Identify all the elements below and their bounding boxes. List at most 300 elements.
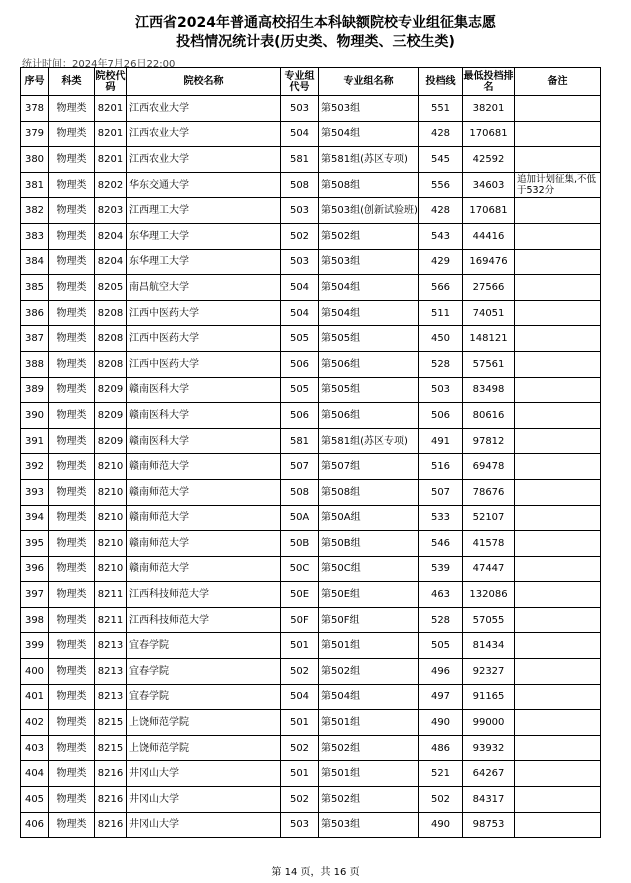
table-row	[21, 275, 601, 301]
cell-group-code: 506	[281, 351, 319, 377]
cell-lowest-rank: 148121	[463, 326, 515, 352]
cell-school-name: 宜春学院	[127, 633, 281, 659]
cell-no: 389	[21, 377, 49, 403]
document-title: 江西省2024年普通高校招生本科缺额院校专业组征集志愿	[135, 15, 496, 31]
cell-admission-line: 539	[419, 556, 463, 582]
cell-group-code: 50E	[281, 582, 319, 608]
cell-group-code: 50C	[281, 556, 319, 582]
table-row	[21, 351, 601, 377]
cell-no: 387	[21, 326, 49, 352]
cell-category: 物理类	[49, 761, 95, 787]
cell-group-code: 503	[281, 249, 319, 275]
cell-admission-line: 428	[419, 198, 463, 224]
cell-category: 物理类	[49, 198, 95, 224]
cell-group-code: 502	[281, 735, 319, 761]
header-category: 科类	[49, 68, 95, 96]
cell-school-code: 8204	[95, 223, 127, 249]
cell-admission-line: 528	[419, 607, 463, 633]
cell-group-name: 第504组	[319, 684, 419, 710]
table-row	[21, 633, 601, 659]
cell-group-code: 508	[281, 172, 319, 198]
cell-note	[515, 121, 601, 147]
cell-group-code: 502	[281, 787, 319, 813]
cell-group-code: 581	[281, 428, 319, 454]
table-header-row	[21, 68, 601, 96]
cell-group-name: 第50C组	[319, 556, 419, 582]
cell-note	[515, 377, 601, 403]
cell-note	[515, 249, 601, 275]
cell-no: 379	[21, 121, 49, 147]
cell-admission-line: 490	[419, 812, 463, 838]
cell-note	[515, 96, 601, 122]
cell-school-code: 8216	[95, 787, 127, 813]
cell-group-name: 第50E组	[319, 582, 419, 608]
cell-category: 物理类	[49, 505, 95, 531]
cell-admission-line: 490	[419, 710, 463, 736]
cell-group-code: 507	[281, 454, 319, 480]
cell-admission-line: 543	[419, 223, 463, 249]
cell-admission-line: 502	[419, 787, 463, 813]
cell-group-code: 503	[281, 812, 319, 838]
cell-school-code: 8215	[95, 710, 127, 736]
table-row	[21, 223, 601, 249]
cell-school-name: 南昌航空大学	[127, 275, 281, 301]
cell-category: 物理类	[49, 377, 95, 403]
cell-school-name: 井冈山大学	[127, 812, 281, 838]
cell-school-name: 华东交通大学	[127, 172, 281, 198]
table-row	[21, 812, 601, 838]
cell-note	[515, 300, 601, 326]
cell-group-name: 第502组	[319, 223, 419, 249]
cell-admission-line: 551	[419, 96, 463, 122]
cell-admission-line: 503	[419, 377, 463, 403]
cell-category: 物理类	[49, 556, 95, 582]
cell-lowest-rank: 42592	[463, 147, 515, 173]
cell-no: 396	[21, 556, 49, 582]
cell-school-code: 8202	[95, 172, 127, 198]
cell-school-code: 8213	[95, 684, 127, 710]
cell-admission-line: 545	[419, 147, 463, 173]
cell-school-name: 东华理工大学	[127, 223, 281, 249]
cell-group-code: 502	[281, 223, 319, 249]
cell-group-code: 504	[281, 300, 319, 326]
table-row	[21, 147, 601, 173]
cell-school-name: 赣南师范大学	[127, 454, 281, 480]
header-no: 序号	[21, 68, 49, 96]
cell-note	[515, 479, 601, 505]
header-group-code: 专业组代号	[281, 68, 319, 96]
statistics-time: 统计时间：2024年7月26日22:00	[22, 59, 176, 70]
cell-lowest-rank: 93932	[463, 735, 515, 761]
cell-school-name: 江西科技师范大学	[127, 607, 281, 633]
cell-group-name: 第502组	[319, 659, 419, 685]
table-row	[21, 121, 601, 147]
cell-category: 物理类	[49, 351, 95, 377]
cell-school-name: 井冈山大学	[127, 787, 281, 813]
cell-category: 物理类	[49, 531, 95, 557]
cell-lowest-rank: 57561	[463, 351, 515, 377]
table-row	[21, 607, 601, 633]
cell-group-name: 第508组	[319, 172, 419, 198]
cell-admission-line: 429	[419, 249, 463, 275]
table-row	[21, 479, 601, 505]
cell-admission-line: 533	[419, 505, 463, 531]
cell-lowest-rank: 57055	[463, 607, 515, 633]
header-school-name: 院校名称	[127, 68, 281, 96]
table-row	[21, 505, 601, 531]
cell-admission-line: 505	[419, 633, 463, 659]
cell-school-code: 8209	[95, 403, 127, 429]
cell-lowest-rank: 170681	[463, 198, 515, 224]
cell-school-code: 8208	[95, 351, 127, 377]
cell-admission-line: 486	[419, 735, 463, 761]
cell-lowest-rank: 34603	[463, 172, 515, 198]
cell-school-code: 8215	[95, 735, 127, 761]
cell-admission-line: 556	[419, 172, 463, 198]
cell-lowest-rank: 44416	[463, 223, 515, 249]
cell-no: 378	[21, 96, 49, 122]
table-row	[21, 659, 601, 685]
cell-no: 386	[21, 300, 49, 326]
cell-admission-line: 506	[419, 403, 463, 429]
cell-school-name: 江西农业大学	[127, 121, 281, 147]
table-body	[21, 96, 601, 838]
cell-category: 物理类	[49, 121, 95, 147]
cell-no: 398	[21, 607, 49, 633]
cell-admission-line: 507	[419, 479, 463, 505]
cell-group-code: 501	[281, 633, 319, 659]
cell-school-code: 8211	[95, 582, 127, 608]
cell-lowest-rank: 83498	[463, 377, 515, 403]
cell-category: 物理类	[49, 582, 95, 608]
cell-no: 397	[21, 582, 49, 608]
cell-school-code: 8210	[95, 531, 127, 557]
cell-lowest-rank: 47447	[463, 556, 515, 582]
cell-note	[515, 607, 601, 633]
cell-lowest-rank: 169476	[463, 249, 515, 275]
cell-group-name: 第503组	[319, 96, 419, 122]
cell-school-code: 8213	[95, 659, 127, 685]
cell-school-code: 8216	[95, 761, 127, 787]
cell-group-name: 第504组	[319, 121, 419, 147]
cell-note	[515, 326, 601, 352]
cell-category: 物理类	[49, 223, 95, 249]
cell-group-name: 第501组	[319, 710, 419, 736]
cell-lowest-rank: 97812	[463, 428, 515, 454]
admission-table	[20, 67, 601, 838]
cell-group-code: 506	[281, 403, 319, 429]
cell-note	[515, 275, 601, 301]
cell-school-code: 8209	[95, 428, 127, 454]
table-row	[21, 735, 601, 761]
cell-no: 399	[21, 633, 49, 659]
cell-note	[515, 684, 601, 710]
cell-lowest-rank: 98753	[463, 812, 515, 838]
cell-lowest-rank: 132086	[463, 582, 515, 608]
cell-group-code: 501	[281, 761, 319, 787]
cell-school-code: 8209	[95, 377, 127, 403]
cell-group-code: 50B	[281, 531, 319, 557]
cell-lowest-rank: 27566	[463, 275, 515, 301]
cell-lowest-rank: 81434	[463, 633, 515, 659]
document-subtitle: 投档情况统计表(历史类、物理类、三校生类)	[176, 34, 455, 50]
cell-note	[515, 761, 601, 787]
cell-group-name: 第501组	[319, 761, 419, 787]
cell-no: 403	[21, 735, 49, 761]
cell-group-name: 第50F组	[319, 607, 419, 633]
cell-admission-line: 450	[419, 326, 463, 352]
cell-school-code: 8201	[95, 121, 127, 147]
cell-note	[515, 812, 601, 838]
cell-category: 物理类	[49, 479, 95, 505]
cell-no: 393	[21, 479, 49, 505]
cell-group-name: 第503组	[319, 812, 419, 838]
cell-lowest-rank: 74051	[463, 300, 515, 326]
cell-category: 物理类	[49, 147, 95, 173]
table-row	[21, 428, 601, 454]
cell-no: 394	[21, 505, 49, 531]
cell-group-code: 505	[281, 377, 319, 403]
cell-no: 388	[21, 351, 49, 377]
cell-school-name: 宜春学院	[127, 684, 281, 710]
cell-school-name: 赣南医科大学	[127, 403, 281, 429]
cell-group-name: 第505组	[319, 326, 419, 352]
table-row	[21, 377, 601, 403]
cell-note	[515, 710, 601, 736]
cell-group-code: 504	[281, 275, 319, 301]
header-school-code: 院校代码	[95, 68, 127, 96]
cell-lowest-rank: 80616	[463, 403, 515, 429]
cell-group-name: 第503组	[319, 249, 419, 275]
cell-note	[515, 659, 601, 685]
cell-school-code: 8204	[95, 249, 127, 275]
cell-group-name: 第507组	[319, 454, 419, 480]
cell-group-name: 第50B组	[319, 531, 419, 557]
cell-category: 物理类	[49, 403, 95, 429]
cell-group-name: 第501组	[319, 633, 419, 659]
cell-group-name: 第506组	[319, 403, 419, 429]
cell-school-code: 8210	[95, 479, 127, 505]
cell-note	[515, 556, 601, 582]
cell-group-code: 502	[281, 659, 319, 685]
cell-category: 物理类	[49, 172, 95, 198]
table-row	[21, 787, 601, 813]
cell-group-code: 504	[281, 121, 319, 147]
cell-category: 物理类	[49, 684, 95, 710]
cell-category: 物理类	[49, 275, 95, 301]
cell-lowest-rank: 84317	[463, 787, 515, 813]
cell-group-name: 第581组(苏区专项)	[319, 428, 419, 454]
cell-admission-line: 566	[419, 275, 463, 301]
cell-category: 物理类	[49, 710, 95, 736]
cell-school-name: 上饶师范学院	[127, 710, 281, 736]
table-row	[21, 172, 601, 198]
table-row	[21, 556, 601, 582]
cell-no: 401	[21, 684, 49, 710]
cell-group-name: 第504组	[319, 300, 419, 326]
cell-school-name: 江西科技师范大学	[127, 582, 281, 608]
cell-school-code: 8208	[95, 300, 127, 326]
cell-note	[515, 454, 601, 480]
cell-school-name: 井冈山大学	[127, 761, 281, 787]
table-row	[21, 761, 601, 787]
table-row	[21, 531, 601, 557]
cell-school-code: 8201	[95, 147, 127, 173]
cell-school-name: 江西中医药大学	[127, 351, 281, 377]
cell-no: 406	[21, 812, 49, 838]
cell-admission-line: 511	[419, 300, 463, 326]
cell-lowest-rank: 69478	[463, 454, 515, 480]
cell-school-code: 8216	[95, 812, 127, 838]
cell-category: 物理类	[49, 607, 95, 633]
cell-note	[515, 403, 601, 429]
cell-lowest-rank: 78676	[463, 479, 515, 505]
cell-category: 物理类	[49, 428, 95, 454]
cell-admission-line: 497	[419, 684, 463, 710]
cell-school-name: 赣南师范大学	[127, 479, 281, 505]
cell-category: 物理类	[49, 454, 95, 480]
header-note: 备注	[515, 68, 601, 96]
cell-school-name: 赣南医科大学	[127, 377, 281, 403]
cell-admission-line: 521	[419, 761, 463, 787]
cell-category: 物理类	[49, 659, 95, 685]
cell-school-name: 江西农业大学	[127, 147, 281, 173]
cell-group-code: 505	[281, 326, 319, 352]
cell-category: 物理类	[49, 96, 95, 122]
cell-lowest-rank: 170681	[463, 121, 515, 147]
cell-note	[515, 582, 601, 608]
cell-no: 395	[21, 531, 49, 557]
cell-group-code: 50F	[281, 607, 319, 633]
cell-group-code: 503	[281, 198, 319, 224]
cell-group-code: 504	[281, 684, 319, 710]
cell-no: 392	[21, 454, 49, 480]
header-group-name: 专业组名称	[319, 68, 419, 96]
cell-category: 物理类	[49, 812, 95, 838]
cell-admission-line: 491	[419, 428, 463, 454]
cell-category: 物理类	[49, 249, 95, 275]
cell-category: 物理类	[49, 300, 95, 326]
cell-category: 物理类	[49, 787, 95, 813]
cell-note	[515, 147, 601, 173]
cell-admission-line: 528	[419, 351, 463, 377]
cell-group-name: 第503组(创新试验班)	[319, 198, 419, 224]
cell-group-name: 第508组	[319, 479, 419, 505]
cell-group-name: 第506组	[319, 351, 419, 377]
cell-lowest-rank: 41578	[463, 531, 515, 557]
cell-school-name: 赣南师范大学	[127, 531, 281, 557]
cell-lowest-rank: 38201	[463, 96, 515, 122]
cell-note	[515, 735, 601, 761]
cell-admission-line: 546	[419, 531, 463, 557]
cell-group-name: 第50A组	[319, 505, 419, 531]
table-row	[21, 249, 601, 275]
cell-school-name: 江西理工大学	[127, 198, 281, 224]
cell-note: 追加计划征集,不低于532分	[515, 172, 601, 198]
cell-school-name: 赣南医科大学	[127, 428, 281, 454]
cell-admission-line: 428	[419, 121, 463, 147]
cell-school-code: 8203	[95, 198, 127, 224]
table-row	[21, 454, 601, 480]
cell-group-name: 第504组	[319, 275, 419, 301]
table-row	[21, 326, 601, 352]
cell-note	[515, 787, 601, 813]
cell-no: 402	[21, 710, 49, 736]
cell-group-code: 508	[281, 479, 319, 505]
cell-note	[515, 531, 601, 557]
cell-no: 384	[21, 249, 49, 275]
cell-school-name: 江西农业大学	[127, 96, 281, 122]
cell-school-name: 赣南师范大学	[127, 556, 281, 582]
cell-category: 物理类	[49, 326, 95, 352]
cell-note	[515, 505, 601, 531]
cell-note	[515, 351, 601, 377]
table-row	[21, 300, 601, 326]
cell-group-name: 第505组	[319, 377, 419, 403]
cell-no: 383	[21, 223, 49, 249]
cell-school-code: 8205	[95, 275, 127, 301]
cell-admission-line: 496	[419, 659, 463, 685]
cell-no: 382	[21, 198, 49, 224]
cell-school-code: 8211	[95, 607, 127, 633]
table-row	[21, 198, 601, 224]
cell-no: 400	[21, 659, 49, 685]
cell-school-name: 东华理工大学	[127, 249, 281, 275]
cell-school-code: 8208	[95, 326, 127, 352]
cell-no: 390	[21, 403, 49, 429]
cell-school-code: 8210	[95, 454, 127, 480]
cell-lowest-rank: 52107	[463, 505, 515, 531]
table-row	[21, 582, 601, 608]
cell-note	[515, 428, 601, 454]
cell-note	[515, 198, 601, 224]
cell-group-name: 第502组	[319, 735, 419, 761]
cell-admission-line: 463	[419, 582, 463, 608]
table-row	[21, 710, 601, 736]
cell-group-code: 503	[281, 96, 319, 122]
cell-lowest-rank: 91165	[463, 684, 515, 710]
table-row	[21, 403, 601, 429]
cell-group-code: 50A	[281, 505, 319, 531]
header-admission-line: 投档线	[419, 68, 463, 96]
cell-school-name: 上饶师范学院	[127, 735, 281, 761]
table-row	[21, 684, 601, 710]
cell-school-name: 宜春学院	[127, 659, 281, 685]
cell-admission-line: 516	[419, 454, 463, 480]
cell-no: 405	[21, 787, 49, 813]
cell-note	[515, 633, 601, 659]
cell-school-code: 8210	[95, 556, 127, 582]
table-row	[21, 96, 601, 122]
cell-group-name: 第502组	[319, 787, 419, 813]
cell-school-code: 8201	[95, 96, 127, 122]
cell-school-name: 赣南师范大学	[127, 505, 281, 531]
cell-school-name: 江西中医药大学	[127, 326, 281, 352]
cell-category: 物理类	[49, 735, 95, 761]
cell-no: 381	[21, 172, 49, 198]
cell-category: 物理类	[49, 633, 95, 659]
cell-lowest-rank: 92327	[463, 659, 515, 685]
cell-no: 385	[21, 275, 49, 301]
cell-no: 380	[21, 147, 49, 173]
cell-no: 391	[21, 428, 49, 454]
cell-group-name: 第581组(苏区专项)	[319, 147, 419, 173]
cell-group-code: 581	[281, 147, 319, 173]
cell-school-name: 江西中医药大学	[127, 300, 281, 326]
cell-group-code: 501	[281, 710, 319, 736]
cell-lowest-rank: 64267	[463, 761, 515, 787]
cell-school-code: 8210	[95, 505, 127, 531]
